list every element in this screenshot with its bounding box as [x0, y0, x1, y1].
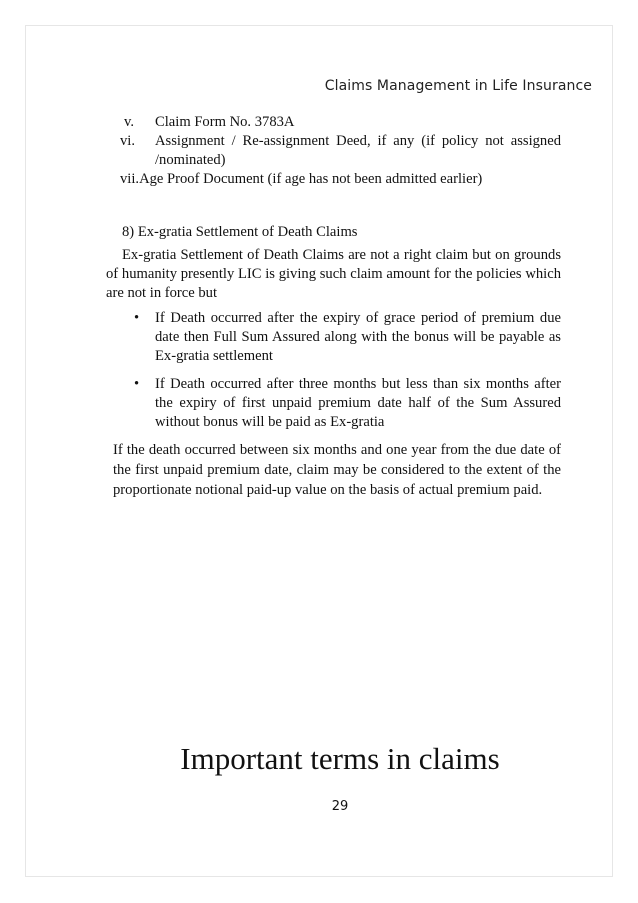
section-title: Ex-gratia Settlement of Death Claims	[137, 224, 358, 240]
list-item	[114, 113, 561, 132]
section-heading	[114, 223, 561, 242]
list-numeral: vi.	[120, 133, 135, 149]
list-item	[114, 375, 561, 432]
closing-paragraph: If the death occurred between six months and one year from the due date of the first unpaid premium date, claim may be considered to the extent of the proportionate notional paid-up value on the basis of actual premium paid.	[113, 442, 561, 498]
ex-gratia-conditions	[114, 309, 561, 432]
bullet-text: If Death occurred after three months but less than six months after the expiry of first unpaid premium date half of the Sum Assured without bonus will be paid as Ex-gratia	[155, 376, 561, 430]
list-item-text: Assignment / Re-assignment Deed, if any (if policy not assigned /nominated)	[155, 133, 561, 168]
bullet-icon: •	[134, 310, 140, 326]
running-header: Claims Management in Life Insurance	[324, 78, 592, 94]
list-item	[114, 132, 561, 170]
bullet-icon: •	[134, 376, 140, 392]
list-numeral: vii.	[120, 171, 140, 187]
page-number: 29	[331, 799, 349, 814]
list-item	[114, 170, 561, 189]
next-section-title: Important terms in claims	[180, 741, 500, 776]
list-item-text: Claim Form No. 3783A	[155, 114, 295, 130]
section-number: 8)	[122, 224, 135, 240]
list-item	[114, 309, 561, 366]
list-numeral: v.	[124, 114, 134, 130]
bullet-text: If Death occurred after the expiry of grace period of premium due date then Full Sum Assured along with the bonus will be payable as Ex-gratia settlement	[155, 310, 561, 364]
page-content	[106, 113, 561, 515]
section-intro: Ex-gratia Settlement of Death Claims are not a right claim but on grounds of humanity presently LIC is giving such claim amount for the policies which are not in force but	[106, 247, 561, 301]
list-item-text: Age Proof Document (if age has not been admitted earlier)	[139, 171, 483, 187]
required-documents-list	[114, 113, 561, 189]
